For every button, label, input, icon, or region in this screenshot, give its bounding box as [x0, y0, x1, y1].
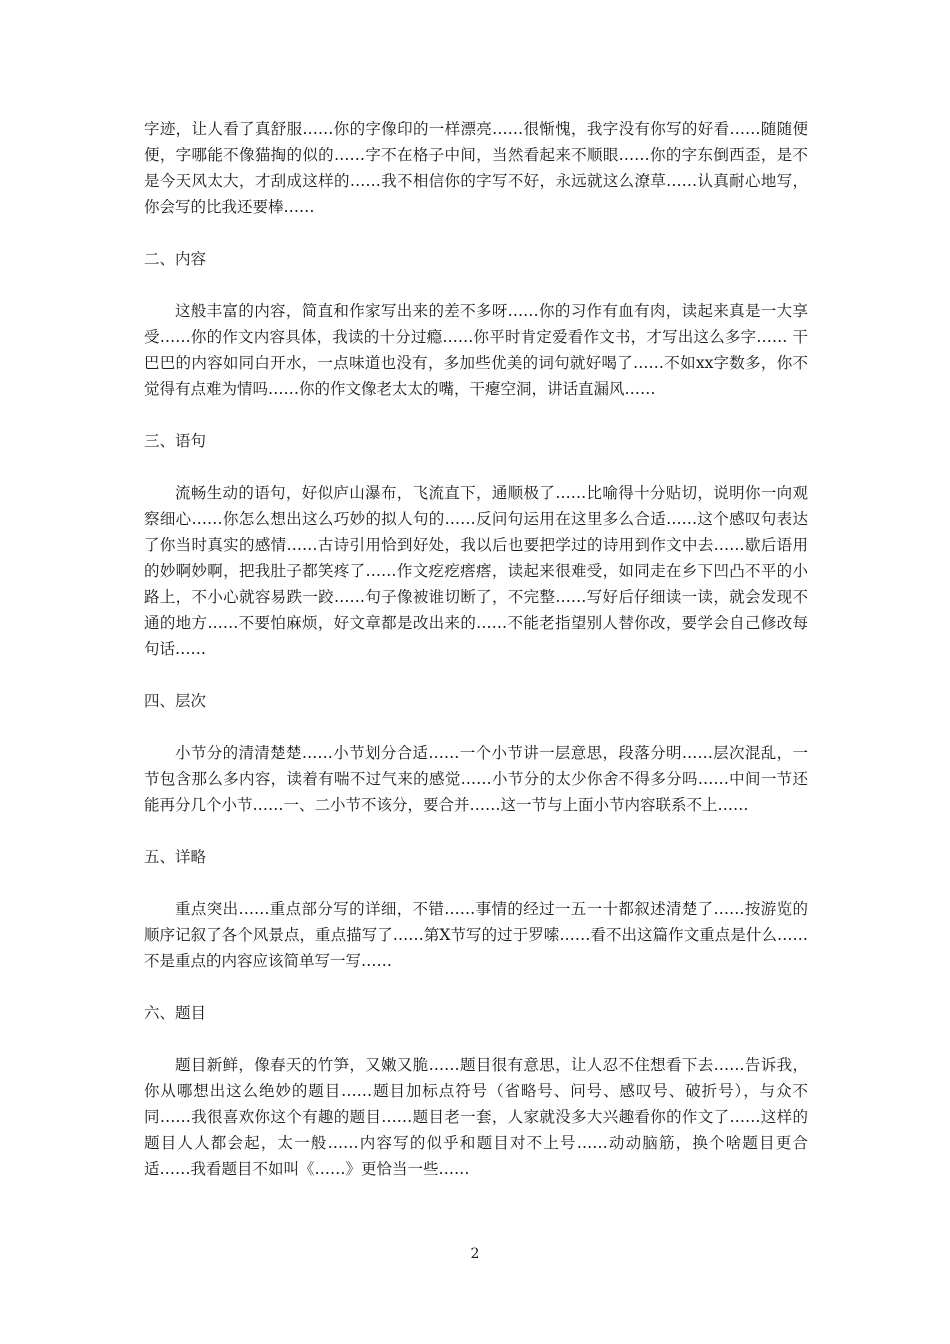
- section-paragraph: 这般丰富的内容，简直和作家写出来的差不多呀……你的习作有血有肉，读起来真是一大享受……你的作文内容具体，我读的十分过瘾……你平时肯定爱看作文书，才写出这么多字…… 干巴巴的内容如同白开水，一点味道也没有，多加些优美的词句就好喝了……不如xx字数多，你不觉得有点难为情吗……你的作文像老太太的嘴，干瘪空洞，讲话直漏风……: [144, 302, 808, 398]
- section-structure: [144, 688, 808, 818]
- section-paragraph: 流畅生动的语句，好似庐山瀑布，飞流直下，通顺极了……比喻得十分贴切，说明你一向观察细心……你怎么想出这么巧妙的拟人句的……反问句运用在这里多么合适……这个感叹句表达了你当时真实的感情……古诗引用恰到好处，我以后也要把学过的诗用到作文中去……歇后语用的妙啊妙啊，把我肚子都笑疼了……作文疙疙瘩瘩，读起来很难受，如同走在乡下凹凸不平的小路上，不小心就容易跌一跤……句子像被谁切断了，不完整……写好后仔细读一读，就会发现不通的地方……不要怕麻烦，好文章都是改出来的……不能老指望别人替你改，要学会自己修改每句话……: [144, 484, 808, 658]
- section-heading: 四、层次: [144, 692, 207, 710]
- section-detail: [144, 844, 808, 974]
- section-paragraph: 小节分的清清楚楚……小节划分合适……一个小节讲一层意思，段落分明……层次混乱，一节包含那么多内容，读着有喘不过气来的感觉……小节分的太少你舍不得多分吗……中间一节还能再分几个小节……一、二小节不该分，要合并……这一节与上面小节内容联系不上……: [144, 744, 808, 814]
- section-content: [144, 246, 808, 402]
- opening-paragraph: 字迹，让人看了真舒服……你的字像印的一样漂亮……很惭愧，我字没有你写的好看……随随便便，字哪能不像猫掏的似的……字不在格子中间，当然看起来不顺眼……你的字东倒西歪，是不是今天风太大，才刮成这样的……我不相信你的字写不好，永远就这么潦草……认真耐心地写，你会写的比我还要棒……: [144, 120, 808, 216]
- document-body: [144, 116, 808, 1182]
- section-heading: 六、题目: [144, 1004, 207, 1022]
- page-number: 2: [470, 1246, 480, 1262]
- section-heading: 三、语句: [144, 432, 207, 450]
- section-paragraph: 重点突出……重点部分写的详细，不错……事情的经过一五一十都叙述清楚了……按游览的顺序记叙了各个风景点，重点描写了……第X节写的过于罗嗦……看不出这篇作文重点是什么……不是重点的内容应该简单写一写……: [144, 900, 808, 970]
- section-title: [144, 1000, 808, 1182]
- section-heading: 二、内容: [144, 250, 207, 268]
- section-paragraph: 题目新鲜，像春天的竹笋，又嫩又脆……题目很有意思，让人忍不住想看下去……告诉我，你从哪想出这么绝妙的题目……题目加标点符号（省略号、问号、感叹号、破折号），与众不同……我很喜欢你这个有趣的题目……题目老一套，人家就没多大兴趣看你的作文了……这样的题目人人都会起，太一般……内容写的似乎和题目对不上号……动动脑筋，换个啥题目更合适……我看题目不如叫《……》更恰当一些……: [144, 1056, 808, 1178]
- section-sentences: [144, 428, 808, 662]
- section-heading: 五、详略: [144, 848, 207, 866]
